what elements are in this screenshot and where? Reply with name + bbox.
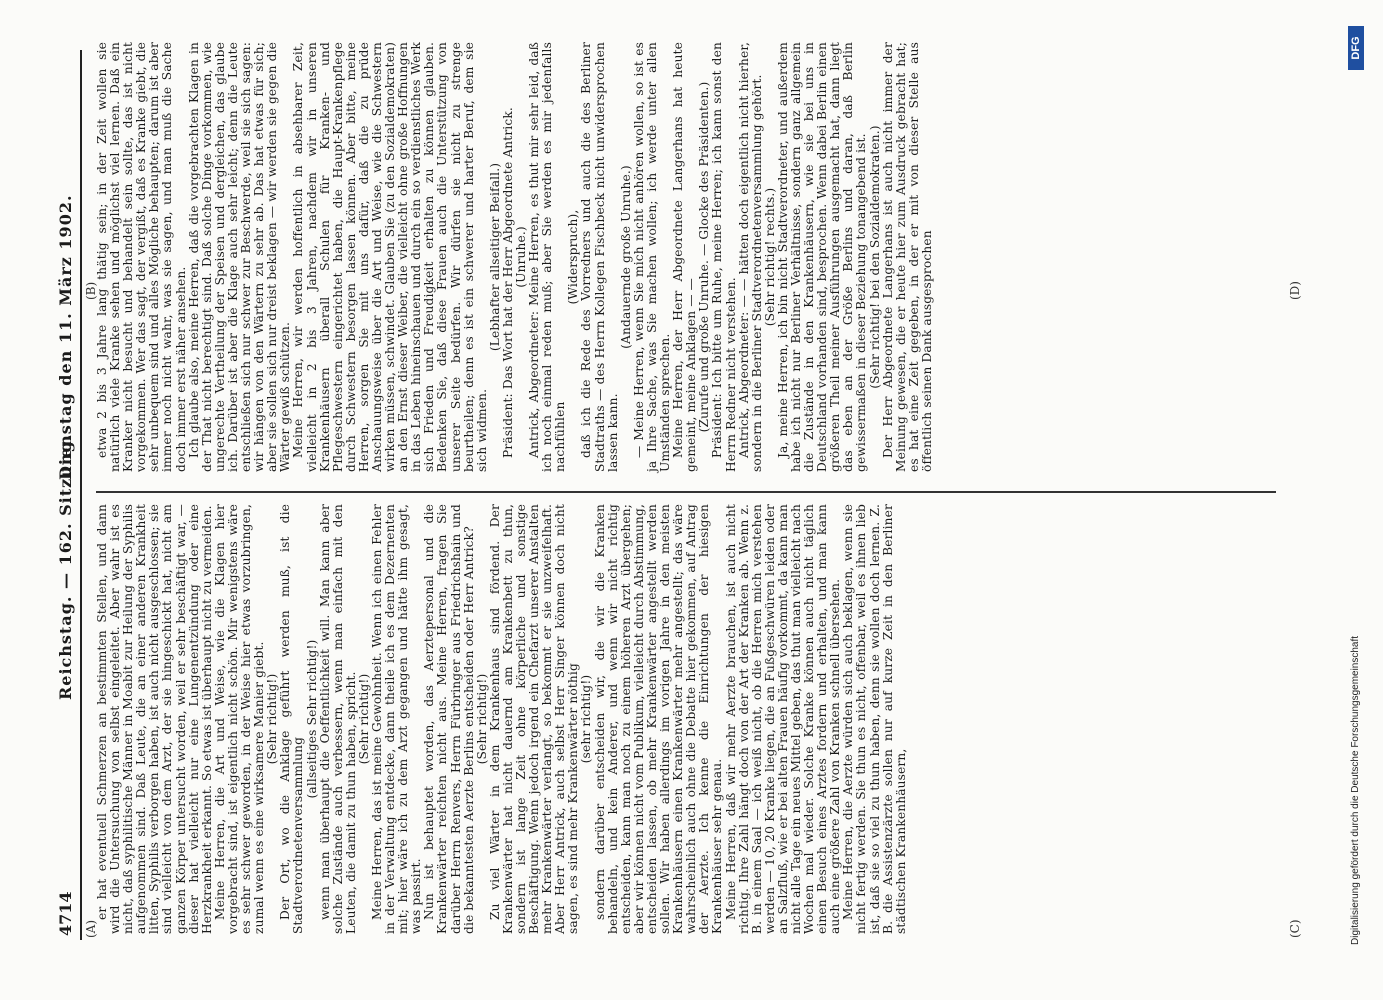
paragraph: Meine Herren, die Aerzte würden sich auch beklagen, wenn sie nicht fertig werden. Sie thun es nicht, offenbar, weil es ihnen lieb ist, daß sie so viel zu thun haben, denn sie wollen doch lernen. Z. B. die Assistenzärzte sollen nur auf kurze Zeit in den Berliner städtischen Krankenhäusern, (841, 504, 908, 934)
interjection: (Sehr richtig!) (474, 673, 489, 765)
paragraph: wenn man überhaupt die Oeffentlichkeit will. Man kann aber solche Zustände auch verbessern, wenn man einfach mit den Leuten, die damit zu thun haben, spricht. (317, 504, 358, 934)
interjection: (sehr richtig!) (579, 674, 594, 764)
running-head-left: Reichstag. — 162. Sitzung. (56, 433, 75, 700)
paragraph: Nun ist behauptet worden, das Aerztepersonal und die Krankenwärter reichten nicht aus. Meine Herren, fragen Sie darüber Herrn Renvers, Herrn Fürbringer aus Friedrichshain und die bekanntesten Aerzte Berlins entscheiden oder Herr Antrick? (422, 504, 476, 934)
paragraph: Antrick, Abgeordneter: Meine Herren, es thut mir sehr leid, daß ich noch einmal reden muß; aber Sie werden es mir jedenfalls nachfühlen (527, 42, 568, 472)
paragraph: etwa 2 bis 3 Jahre lang thätig sein; in der Zeit wollen sie natürlich viele Kranke sehen und möglichst viel lernen. Daß ein Kranker nicht besucht und behandelt sein sollte, das ist nicht vorgekommen. Wer das sagt, der vergißt, daß es Kranke giebt, die sehr unbequem sind und alles Mögliche behaupten; darum ist aber immer noch nicht wahr, was sie sagen, und man muß die Sache doch immer erst näher ansehen. (95, 42, 188, 472)
margin-marker-a: (A) (84, 919, 98, 938)
paragraph: Meine Herren, der Herr Abgeordnete Langerhans hat heute gemeint, meine Anklagen — — (671, 42, 699, 472)
paragraph: Meine Herren, daß wir mehr Aerzte brauchen, ist auch nicht richtig. Ihre Zahl hängt doch von der Art der Kranken ab. Wenn z. B. in einem Saal — ich weiß nicht, ob die Herren mich verstehen werden — 10, 20 Kranke liegen, die an Fußgeschwüren leiden oder an Salzfluß, wie er bei alten Frauen häufig vorkommt, da kann man nicht alle Tage ein neues Mittel geben, das thut man vielleicht nach Wochen mal wieder. Solche Kranke können auch nicht täglich einen Besuch eines Arztes fordern und erhalten, und man kann auch eine größere Zahl von Kranken schnell übersehen. (723, 504, 843, 934)
paragraph: Meine Herren, das ist meine Gewohnheit. Wenn ich einen Fehler in der Verwaltung entdecke, dann theile ich es dem Dezernenten mit; hier wäre ich zu dem Arzt gegangen und hätte ihm gesagt, was passirt. (369, 504, 424, 934)
column-divider (96, 491, 1276, 493)
paragraph: Meine Herren, die Art und Weise, wie die Klagen hier vorgebracht sind, ist eigentlich nicht schön. Mir wenigstens wäre es sehr schwer geworden, in der Weise hier etwas vorzubringen, zumal wenn es eine wirksamere Manier giebt. (212, 504, 267, 934)
interjection: (Lebhafter allseitiger Beifall.) (487, 162, 502, 352)
paragraph: Zu viel Wärter in dem Krankenhaus sind fördend. Der Krankenwärter hat nicht dauernd am Krankenbett zu thun, sondern ist lange Zeit ohne körperliche und sonstige Beschäftigung. Wenn jedoch irgend ein Chefarzt unserer Anstalten mehr Krankenwärter verlangt, so bekommt er sie unzweifelhaft. Aber Herr Antrick, auch selbst Herr Singer können doch nicht sagen, es sind mehr Krankenwärter nöthig (487, 504, 581, 934)
paragraph: Präsident: Das Wort hat der Herr Abgeordnete Antrick. (500, 107, 515, 458)
paragraph: Der Ort, wo die Anklage geführt werden muß, ist die Stadtverordnetenversammlung (278, 504, 306, 934)
margin-marker-c: (C) (1288, 919, 1302, 938)
interjection: (Sehr richtig! rechts.) (762, 187, 777, 327)
interjection: (Sehr richtig! bei den Sozialdemokraten.) (867, 125, 882, 389)
interjection: (Zurufe und große Unruhe. — Glocke des Präsidenten.) (697, 81, 712, 433)
paragraph: Ja, meine Herren, ich bin nicht Stadtverordneter, und außerdem habe ich nicht nur Berliner Verhältnisse, sondern ganz allgemein die Zustände in den Krankenhäusern, wie sie bei uns in Deutschland vorhanden sind, besprochen. Wenn dabei Berlin einen größeren Theil meiner Ausführungen ausgemacht hat, dann liegt das eben an der Größe Berlins und daran, daß Berlin gewissermaßen in dieser Beziehung tonangebend ist. (775, 42, 869, 472)
interjection: (allseitiges Sehr richtig!) (304, 639, 319, 799)
page-number: 4714 (56, 891, 75, 936)
paragraph: Der Herr Abgeordnete Langerhans ist auch nicht immer der Meinung gewesen, die er heute hier zum Ausdruck gebracht hat; es hat eine Zeit gegeben, in der er mit von dieser Stelle aus öffentlich seinen Dank ausgesprochen (880, 42, 934, 472)
dfg-logo: DFG (1348, 26, 1364, 70)
digitization-credit: Digitalisierung gefördert durch die Deutsche Forschungsgemeinschaft (1350, 635, 1361, 945)
interjection: (Unruhe.) (514, 226, 528, 288)
right-text-column (96, 42, 934, 472)
paragraph: sondern darüber entscheiden wir, die wir die Kranken behandeln, und kein Anderer, und wenn wir nicht richtig entscheiden, kann man noch zu einem höheren Arzt übergehen; aber wir können nicht vom Publikum, vielleicht durch Abstimmung, entscheiden lassen, ob mehr Krankenwärter angestellt werden sollen. Wir haben allerdings im vorigen Jahre in den meisten Krankenhäusern einen Krankenwärter mehr angestellt; das wäre wahrscheinlich auch ohne die Debatte hier gekommen, auf Antrag der Aerzte. Ich kenne die Einrichtungen der hiesigen Krankenhäuser sehr genau. (592, 504, 725, 934)
paragraph: daß ich die Rede des Vorredners und auch die des Berliner Stadtraths — des Herrn Kollegen Fischbeck nicht unwidersprochen lassen kann. (579, 42, 620, 472)
header-rule (80, 50, 82, 940)
paragraph: Antrick, Abgeordneter: — — hätten doch eigentlich nicht hierher, sondern in die Berliner Stadtverordnetenversammlung gehört. (736, 42, 764, 472)
margin-marker-b: (B) (84, 281, 98, 300)
paragraph: Präsident: Ich bitte um Ruhe, meine Herren; ich kann sonst den Herrn Redner nicht verstehen. (710, 42, 738, 472)
interjection: (Sehr richtig!) (356, 673, 371, 765)
paragraph: — Meine Herren, wenn Sie mich nicht anhören wollen, so ist es ja Ihre Sache, was Sie machen wollen; ich werde unter allen Umständen sprechen. (631, 42, 673, 472)
interjection: (Widerspruch), (566, 209, 581, 305)
running-head-right: Dienstag den 11. März 1902. (56, 194, 75, 480)
interjection: (Sehr richtig!) (265, 673, 280, 765)
paragraph: Ich glaube also, meine Herren, daß die vorgebrachten Klagen in der That nicht berechtigt sind. Daß solche Dinge vorkommen, wie ungerechte Vertheilung der Speisen und dergleichen, das glaube ich. Darüber ist aber die Klage auch sehr leicht; denn die Leute entschließen sich nur schwer zur Beschwerde, weil sie sich sagen: wir hängen von den Wärtern zu sehr ab. Das hat etwas für sich; aber sie sollen sich nur dreist beklagen — wir werden sie gegen die Wärter gewiß schützen. (186, 42, 293, 472)
interjection: (Andauernde große Unruhe.) (618, 165, 633, 349)
left-text-column (96, 504, 908, 934)
margin-marker-d: (D) (1288, 281, 1302, 300)
paragraph: er hat eventuell Schmerzen an bestimmten Stellen, und dann wird die Untersuchung von selbst eingeleitet. Aber wahr ist es nicht, daß syphilitische Männer in Moabit zur Heilung der Syphilis aufgenommen sind. Daß Leute, die an einer anderen Krankheit litten, Syphilis verborgen haben, ist auch nicht ausgeschlossen; sie sind vielleicht von dem Arzt, der sie hingeschickt hat, nicht am ganzen Körper untersucht worden, weil er sehr beschäftigt war, — dieser hat vielleicht nur eine Lungenentzündung oder eine Herzkrankheit erkannt. So etwas ist überhaupt nicht zu vermeiden. (95, 504, 214, 934)
paragraph: Meine Herren, wir werden hoffentlich in absehbarer Zeit, vielleicht in 2 bis 3 Jahren, nachdem wir in unseren Krankenhäusern überall Schulen für Kranken- und Pflegeschwestern eingerichtet haben, die Haupt-Krankenpflege durch Schwestern besorgen lassen können. Aber bitte, meine Herren, sorgen Sie mit uns dafür, daß die zu prüde Anschauungsweise über die Art und Weise, wie die Schwestern wirken müssen, schwindet. Glauben Sie (zu den Sozialdemokraten) an den Ernst dieser Weiber, die vielleicht ohne große Hoffnungen in das Leben hineinschauen und durch ein so verdienstliches Werk sich Frieden und Freudigkeit erhalten zu können glauben. Bedenken Sie, daß diese Frauen auch die Unterstützung von unserer Seite bedürfen. Wir dürfen sie nicht zu strenge beurtheilen; denn es ist ein schwerer und harter Beruf, dem sie sich widmen. (291, 42, 489, 472)
